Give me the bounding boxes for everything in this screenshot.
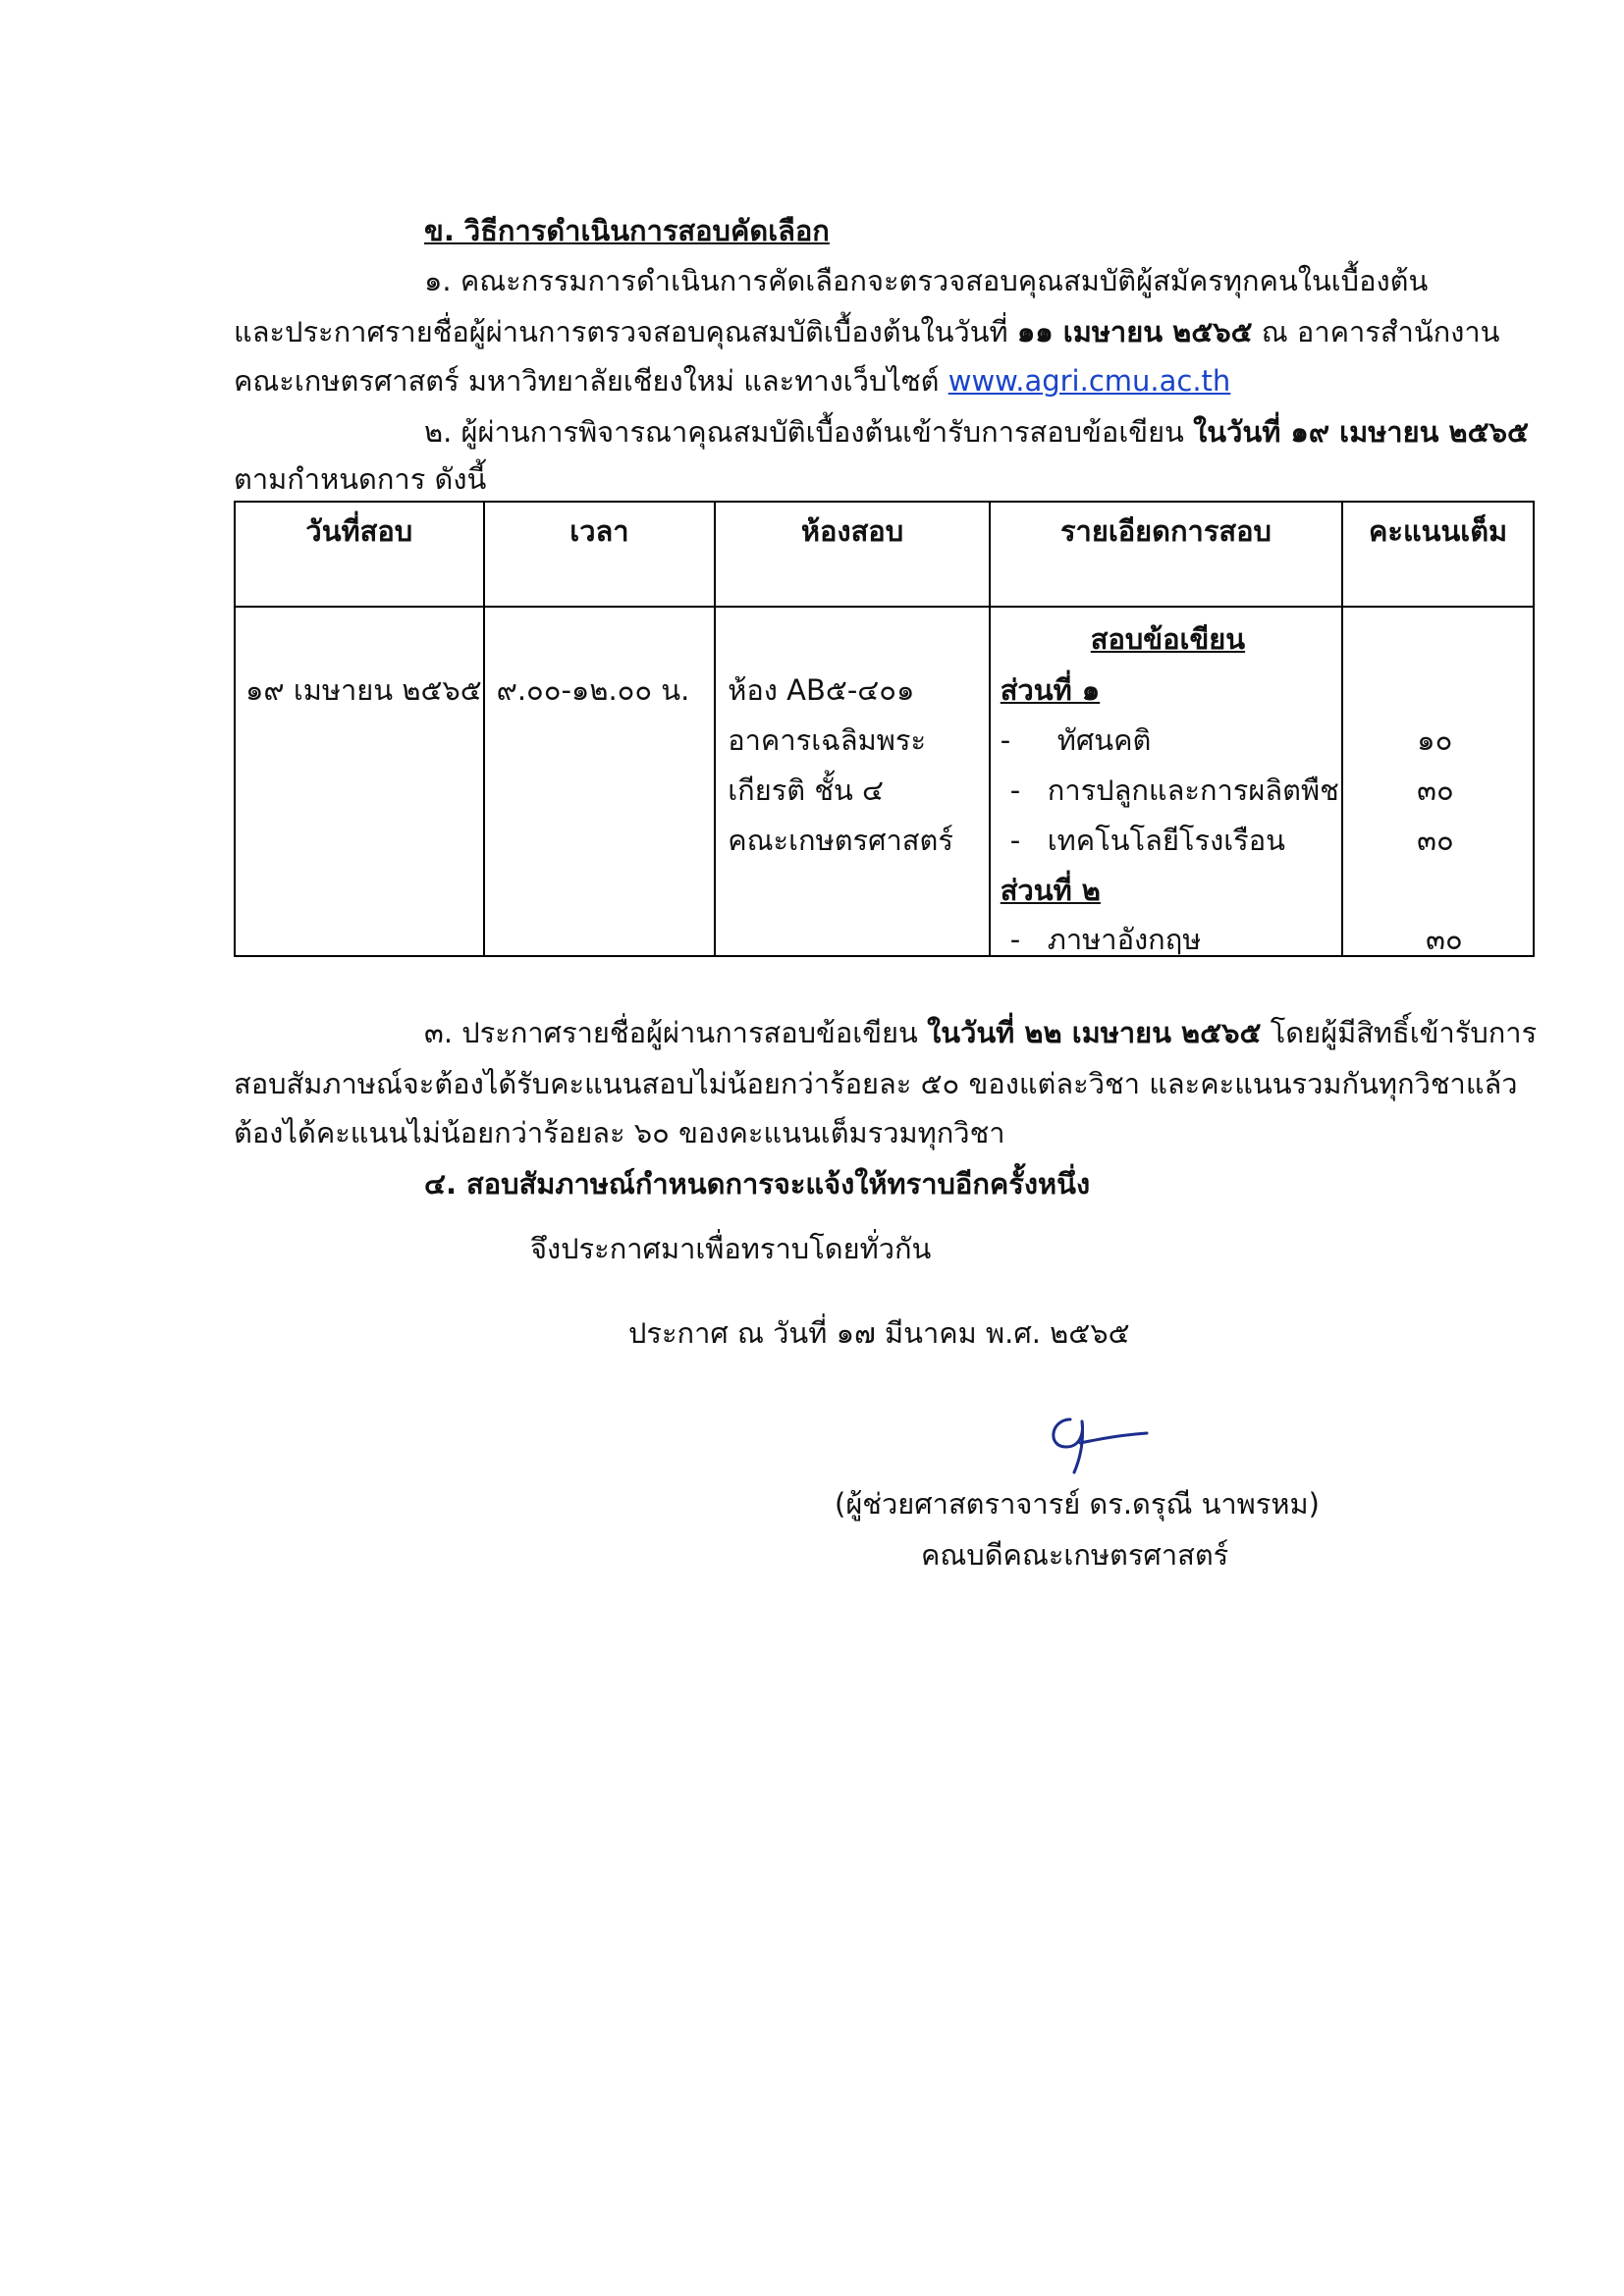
cell-detail (990, 607, 1342, 956)
exam-schedule-table (234, 501, 1535, 957)
p3-line2: สอบสัมภาษณ์จะต้องได้รับคะแนนสอบไม่น้อยกว่าร้อยละ ๕๐ ของแต่ละวิชา และคะแนนรวมกันทุกวิชาแล้ว (234, 1067, 1518, 1100)
p3-date: ในวันที่ ๒๒ เมษายน ๒๕๖๕ (927, 1016, 1262, 1049)
p2-line1-text: ๒. ผู้ผ่านการพิจารณาคุณสมบัติเบื้องต้นเข้ารับการสอบข้อเขียน (424, 415, 1184, 449)
exam-time: ๙.๐๐-๑๒.๐๐ น. (496, 673, 690, 707)
header-detail: รายเอียดการสอบ (990, 502, 1342, 607)
score: ๓๐ (1417, 824, 1454, 857)
p1-line2 (234, 312, 1500, 351)
p1-line3-text: คณะเกษตรศาสตร์ มหาวิทยาลัยเชียงใหม่ และทางเว็บไซต์ (234, 364, 940, 398)
p2-line2: ตามกำหนดการ ดังนี้ (234, 462, 487, 496)
header-room: ห้องสอบ (715, 502, 990, 607)
score: ๑๐ (1417, 723, 1453, 757)
p4-line: ๔. สอบสัมภาษณ์กำหนดการจะแจ้งให้ทราบอีกครั้งหนึ่ง (424, 1167, 1091, 1201)
part1-item: เทคโนโลยีโรงเรือน (1047, 824, 1285, 857)
signer-title: คณบดีคณะเกษตรศาสตร์ (921, 1538, 1229, 1572)
announce-date: ประกาศ ณ วันที่ ๑๗ มีนาคม พ.ศ. ๒๕๖๕ (628, 1316, 1130, 1350)
part1-item: ทัศนคติ (1056, 723, 1152, 757)
signer-name: (ผู้ช่วยศาสตราจารย์ ดร.ดรุณี นาพรหม) (835, 1487, 1320, 1521)
part1-title: ส่วนที่ ๑ (1000, 673, 1101, 707)
room-line: คณะเกษตรศาสตร์ (728, 824, 953, 857)
website-link[interactable]: www.agri.cmu.ac.th (947, 364, 1231, 398)
p1-line1: ๑. คณะกรรมการดำเนินการคัดเลือกจะตรวจสอบคุณสมบัติผู้สมัครทุกคนในเบื้องต้น (424, 264, 1429, 297)
room-line: ห้อง AB๕-๔๐๑ (728, 673, 915, 707)
header-time: เวลา (484, 502, 716, 607)
dash: - (1009, 923, 1021, 956)
p1-line2-text: และประกาศรายชื่อผู้ผ่านการตรวจสอบคุณสมบัติเบื้องต้นในวันที่ (234, 315, 1008, 348)
part2-title: ส่วนที่ ๒ (1000, 874, 1101, 907)
header-date: วันที่สอบ (235, 502, 484, 607)
p3-line1-tail: โดยผู้มีสิทธิ์เข้ารับการ (1270, 1016, 1538, 1049)
section-title: ข. วิธีการดำเนินการสอบคัดเลือก (424, 214, 830, 247)
dash: - (1009, 774, 1021, 807)
cell-room (715, 607, 990, 956)
score: ๓๐ (1417, 774, 1454, 807)
cell-time (484, 607, 716, 956)
part1-item: การปลูกและการผลิตพืช (1047, 774, 1339, 807)
dash: - (1009, 824, 1021, 857)
p2-line1 (424, 412, 1529, 452)
p3-line3: ต้องได้คะแนนไม่น้อยกว่าร้อยละ ๖๐ ของคะแนนเต็มรวมทุกวิชา (234, 1116, 1005, 1149)
room-line: เกียรติ ชั้น ๔ (728, 774, 884, 807)
p3-line1 (424, 1013, 1537, 1052)
table-header-row (235, 502, 1534, 607)
dash: - (1000, 723, 1011, 757)
p1-line3 (234, 361, 1230, 400)
p3-line1-text: ๓. ประกาศรายชื่อผู้ผ่านการสอบข้อเขียน (424, 1016, 918, 1049)
exam-date: ๑๙ เมษายน ๒๕๖๕ (245, 673, 482, 707)
p1-line2-tail: ณ อาคารสำนักงาน (1261, 315, 1500, 348)
detail-title: สอบข้อเขียน (1090, 622, 1246, 656)
header-score: คะแนนเต็ม (1342, 502, 1534, 607)
cell-date (235, 607, 484, 956)
score: ๓๐ (1426, 923, 1463, 956)
part2-item: ภาษาอังกฤษ (1047, 923, 1202, 956)
table-row (235, 607, 1534, 956)
closing-text: จึงประกาศมาเพื่อทราบโดยทั่วกัน (530, 1232, 932, 1265)
p2-date: ในวันที่ ๑๙ เมษายน ๒๕๖๕ (1193, 415, 1529, 449)
signature-image (1041, 1412, 1159, 1480)
room-line: อาคารเฉลิมพระ (728, 723, 927, 757)
cell-score (1342, 607, 1534, 956)
p1-date: ๑๑ เมษายน ๒๕๖๕ (1016, 315, 1253, 348)
